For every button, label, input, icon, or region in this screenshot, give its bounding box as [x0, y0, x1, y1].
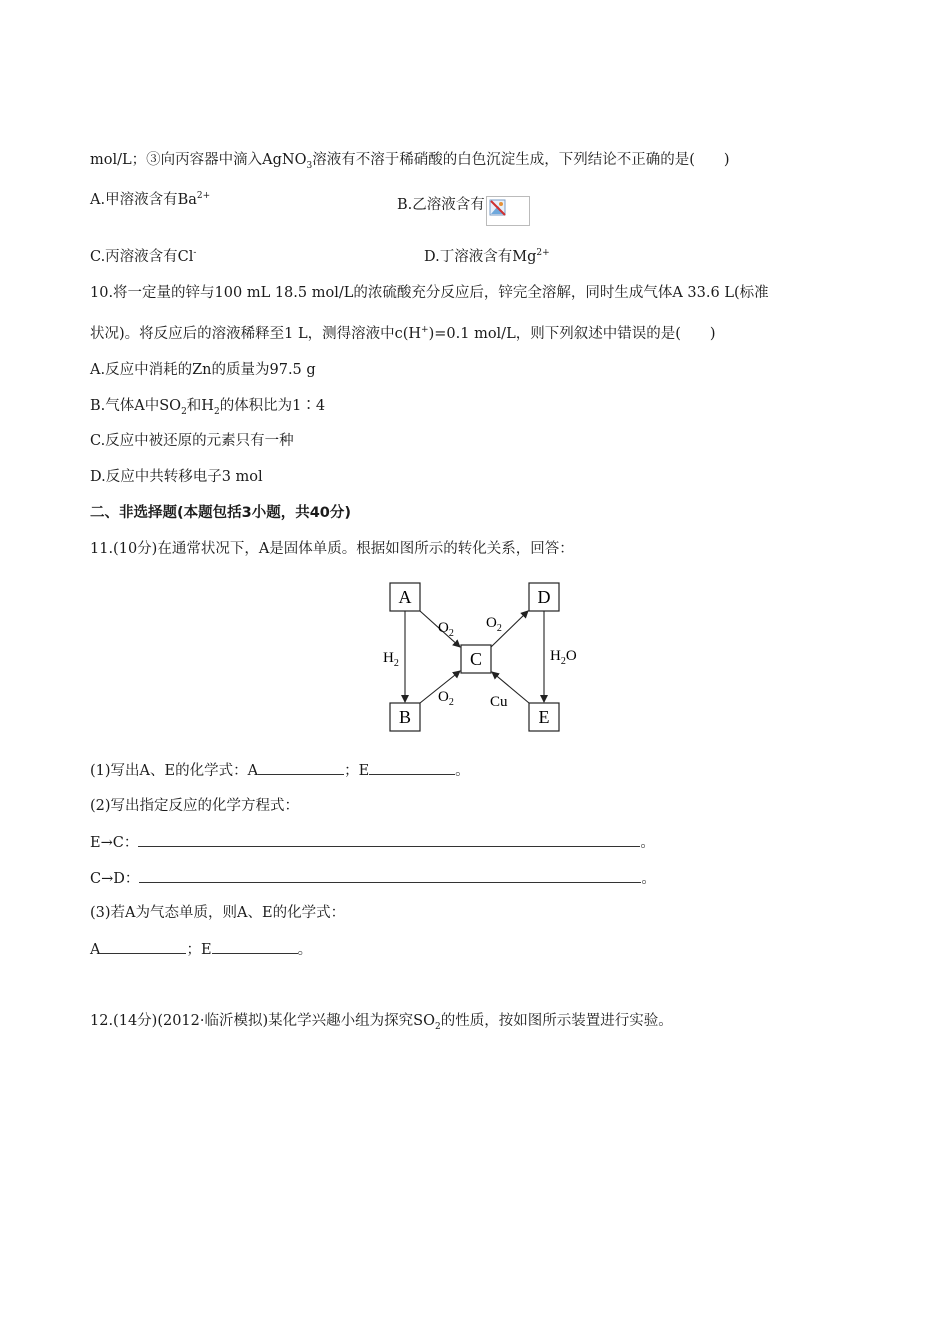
label-o2-c-d: $O_2$: [486, 615, 502, 634]
label-b: B: [398, 707, 412, 727]
label-a: A: [398, 587, 412, 607]
q9-stem: mol/L；③向丙容器中滴入AgNO$_3$溶液有不溶于稀硝酸的白色沉淀生成，下列结论不正确的是( ): [90, 152, 730, 171]
label-d: D: [537, 587, 551, 607]
q10-option-b: B.气体A中$SO_2$和$H_2$的体积比为1∶4: [90, 398, 326, 417]
answer-blank-eq-e-c[interactable]: [138, 832, 640, 847]
q9-option-d: D.丁溶液含有$Mg^{2+}$: [424, 248, 550, 265]
q11-part3-answers: A ；E 。: [90, 939, 312, 960]
conversion-diagram: [380, 575, 590, 737]
label-h2o: $H_2O$: [550, 648, 577, 667]
broken-image-icon: [486, 196, 530, 226]
q12-stem: 12.(14分)(2012·临沂模拟)某化学兴趣小组为探究$SO_2$的性质，按如图所示装置进行实验。: [90, 1013, 673, 1032]
label-cu: Cu: [490, 694, 508, 710]
q9-option-c: C.丙溶液含有Cl-: [90, 248, 197, 265]
q11-part3: (3)若A为气态单质，则A、E的化学式：: [90, 905, 346, 921]
answer-blank-a[interactable]: [258, 760, 344, 775]
q10-option-c: C.反应中被还原的元素只有一种: [90, 433, 294, 449]
section-heading: 二、非选择题(本题包括3小题，共40分): [90, 505, 352, 521]
q10-option-d: D.反应中共转移电子3 mol: [90, 469, 263, 485]
q11-eq-e-to-c: E→C： 。: [90, 832, 655, 853]
label-h2: $H_2$: [383, 650, 399, 669]
label-o2-b-c: $O_2$: [438, 689, 454, 708]
q11-part2: (2)写出指定反应的化学方程式：: [90, 798, 300, 814]
q10-stem-line2: 状况)。将反应后的溶液稀释至1 L，测得溶液中c(H+)=0.1 mol/L，则下列叙述中错误的是( ): [90, 325, 716, 342]
label-c: C: [469, 649, 483, 669]
answer-blank-gas-e[interactable]: [212, 939, 298, 954]
label-e: E: [538, 707, 550, 727]
q10-option-a: A.反应中消耗的Zn的质量为97.5 g: [90, 362, 316, 378]
answer-blank-eq-c-d[interactable]: [139, 868, 641, 883]
answer-blank-e[interactable]: [369, 760, 455, 775]
q11-eq-c-to-d: C→D： 。: [90, 868, 656, 889]
q10-stem-line1: 10.将一定量的锌与100 mL 18.5 mol/L的浓硫酸充分反应后，锌完全溶解，同时生成气体A 33.6 L(标准: [90, 285, 769, 301]
q9-option-b: B.乙溶液含有: [397, 190, 530, 220]
label-o2-a-c: $O_2$: [438, 620, 454, 639]
q11-part1: (1)写出A、E的化学式：A ；E 。: [90, 760, 470, 781]
answer-blank-gas-a[interactable]: [100, 939, 186, 954]
q11-stem: 11.(10分)在通常状况下，A是固体单质。根据如图所示的转化关系，回答：: [90, 541, 574, 557]
q9-option-a: A.甲溶液含有$Ba^{2+}$: [90, 191, 211, 208]
